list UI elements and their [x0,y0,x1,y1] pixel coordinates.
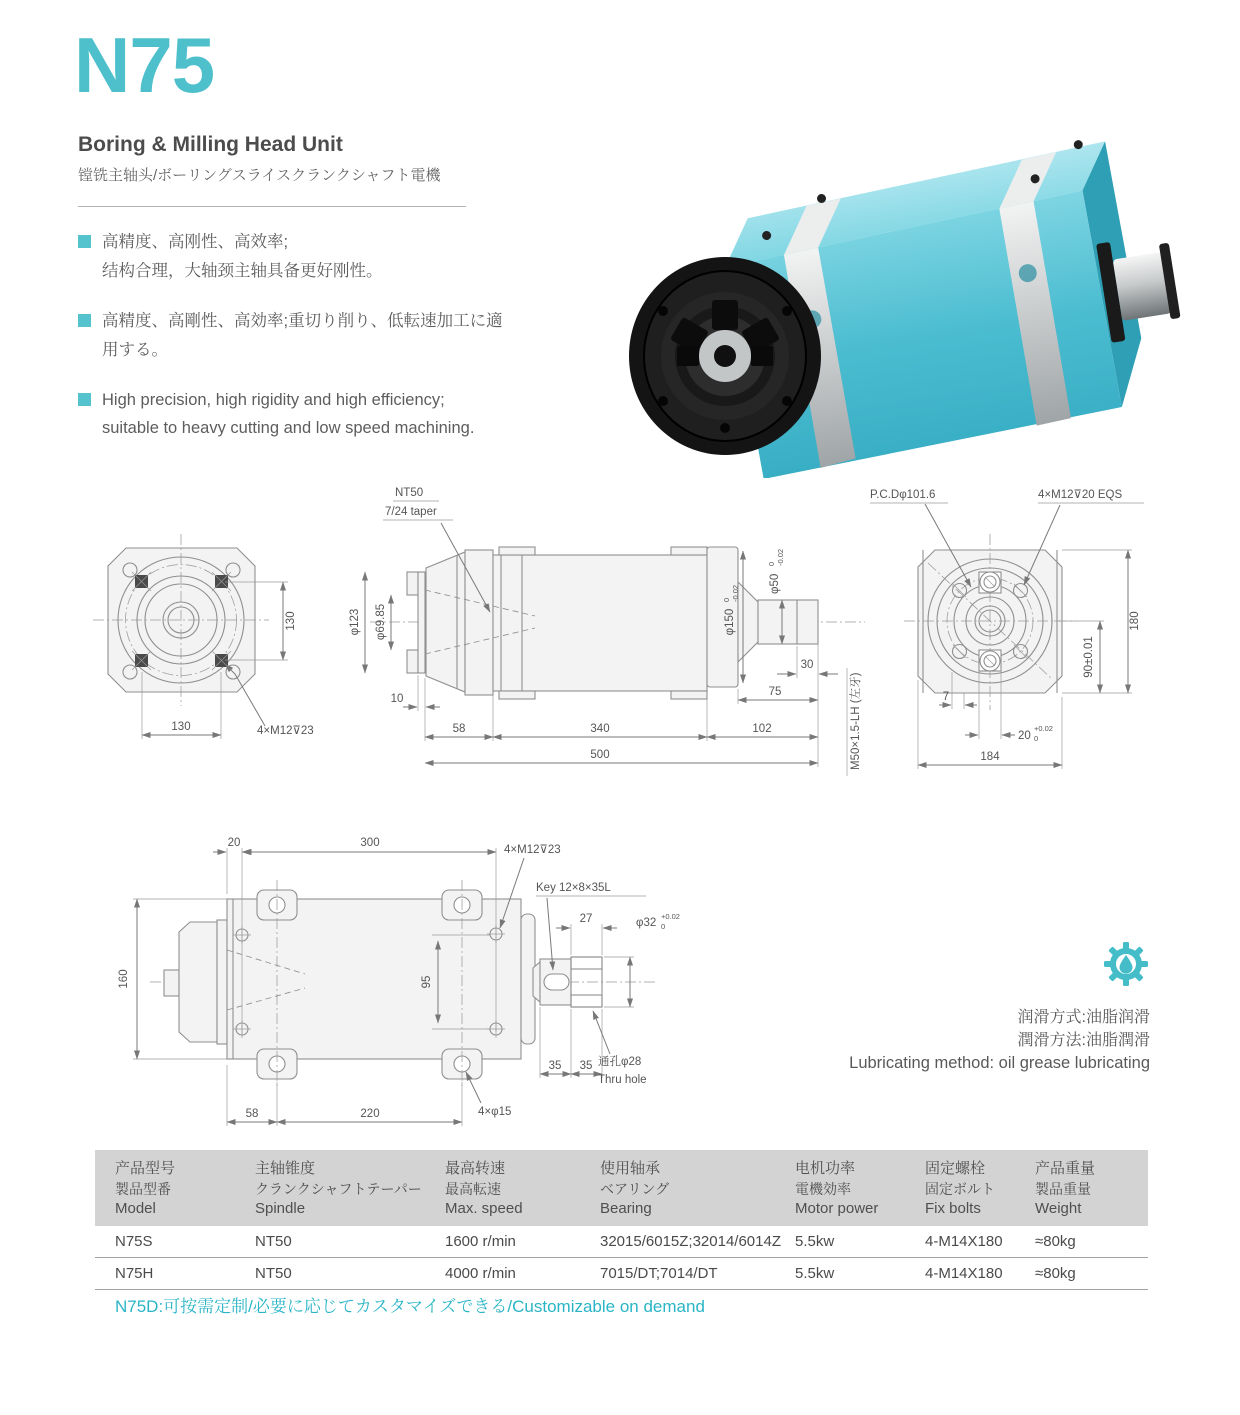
feature-line: 用する。 [102,340,168,359]
header-cn: 产品重量 [1035,1160,1096,1177]
header-en: Spindle [255,1200,306,1217]
cell-weight: ≈80kg [1035,1233,1076,1250]
header-cn: 固定螺栓 [925,1160,986,1177]
column-header [1015,1159,1148,1219]
feature-line: High precision, high rigidity and high efficiency; [102,390,445,409]
dim-label: 58 [245,1108,259,1120]
dim-label: 500 [590,749,610,761]
bullet-square-icon [78,235,91,248]
side-view-drawing [345,478,885,778]
column-header [425,1159,580,1219]
dim-label: 30 [800,659,814,671]
product-title-cjk: 镗铣主轴头/ボーリングスライスクランクシャフト電機 [78,167,441,184]
dim-label: φ50 [769,573,781,594]
header-en: Model [115,1200,156,1217]
header-jp: 製品型番 [115,1181,171,1197]
feature-line: 高精度、高剛性、高効率;重切り削り、低転速加工に適 [102,311,503,330]
dim-label: 300 [360,837,380,849]
product-photo [585,128,1185,478]
header-cn: 产品型号 [115,1160,176,1177]
spec-table-header [95,1150,1148,1226]
header-jp: ベアリング [600,1181,670,1197]
cell-bearing: 7015/DT;7014/DT [600,1265,718,1282]
feature-list [78,228,558,464]
dim-label: 184 [980,751,1000,763]
lubrication-gear-icon [1104,942,1148,986]
cell-model: N75S [115,1233,153,1250]
lubrication-line-jp: 潤滑方法:油脂潤滑 [1017,1032,1150,1050]
bullet-square-icon [78,314,91,327]
pcd-callout: P.C.Dφ101.6 [870,489,936,501]
dim-label-group [767,549,785,594]
column-header [95,1159,235,1219]
tolerance: -0.02 [731,584,740,602]
rear-view-drawing [860,472,1160,782]
dim-label: 180 [1129,611,1141,631]
lubrication-line-cn: 润滑方式:油脂润滑 [1017,1009,1150,1026]
bolt-callout: 4×M12⊽23 [504,844,561,856]
dim-label: φ150 [724,608,736,636]
header-jp: 製品重量 [1035,1181,1091,1197]
cell-bearing: 32015/6015Z;32014/6014Z [600,1233,781,1250]
column-header [580,1159,775,1219]
tolerance: 0 [767,561,776,566]
header-en: Motor power [795,1200,879,1217]
cell-motor-power: 5.5kw [795,1233,835,1250]
key-callout: Key 12×8×35L [536,882,611,894]
header-en: Bearing [600,1200,652,1217]
table-row [95,1226,1148,1258]
column-header [775,1159,905,1219]
dim-label: 102 [752,723,772,735]
feature-item [78,386,558,444]
dim-label: 10 [390,693,404,705]
chuck [629,257,821,455]
header-en: Max. speed [445,1200,523,1217]
bullet-square-icon [78,393,91,406]
dim-label: 130 [171,721,191,733]
cell-fix-bolts: 4-M14X180 [925,1233,1003,1250]
thru-hole-label: Thru hole [598,1074,647,1086]
dim-label: 58 [452,723,466,735]
cell-weight: ≈80kg [1035,1265,1076,1282]
dim-label: φ69.85 [375,603,387,641]
dim-label: φ32 [636,917,657,929]
table-row [95,1258,1148,1290]
header-cn: 使用轴承 [600,1160,661,1177]
taper-label: 7/24 taper [385,506,437,518]
column-header [905,1159,1015,1219]
dim-label: 130 [285,611,297,631]
feature-line: 高精度、高刚性、高效率; [102,233,289,251]
dim-label: 27 [579,913,593,925]
tolerance: 0 [661,922,666,931]
dim-label: 220 [360,1108,380,1120]
dim-label: 35 [579,1060,593,1072]
lubrication-note [849,1006,1150,1076]
header-jp: 電機効率 [795,1181,851,1197]
product-title-en: Boring & Milling Head Unit [78,133,343,156]
header-jp: クランクシャフトテーパー [255,1181,422,1197]
dim-label: 7 [942,691,950,703]
header-en: Weight [1035,1200,1082,1217]
dim-label: 20 [1018,730,1031,742]
bolt-callout: 4×M12⊽23 [257,725,314,737]
header-cn: 最高转速 [445,1160,506,1177]
dim-label: φ123 [349,608,361,636]
header-en: Fix bolts [925,1200,981,1217]
page-title: N75 [74,21,215,109]
spec-table [95,1150,1148,1290]
feature-line: 结构合理，大轴颈主轴具备更好刚性。 [102,261,383,280]
feature-line: suitable to heavy cutting and low speed machining. [102,419,475,438]
top-view-drawing [100,822,680,1137]
thread-label: M50×1.5-LH (左牙) [850,672,862,770]
cell-max-speed: 1600 r/min [445,1233,516,1250]
tolerance: -0.02 [776,548,785,566]
dim-label: 95 [421,975,433,989]
header-cn: 主轴锥度 [255,1160,316,1177]
front-view-drawing [85,522,335,747]
tolerance: 0 [1034,734,1039,743]
dim-label: 20 [227,837,241,849]
cell-max-speed: 4000 r/min [445,1265,516,1282]
feature-item [78,228,558,286]
lubrication-line-en: Lubricating method: oil grease lubricating [849,1054,1150,1073]
dim-label: 160 [118,969,130,989]
tolerance: +0.02 [661,912,680,921]
header-cn: 电机功率 [795,1160,856,1177]
header-jp: 固定ボルト [925,1181,995,1197]
cell-model: N75H [115,1265,154,1282]
divider [78,206,466,207]
tolerance: 0 [722,597,731,602]
tolerance: +0.02 [1034,724,1053,733]
dim-label: 35 [548,1060,562,1072]
dim-label: 90±0.01 [1083,636,1095,678]
cell-motor-power: 5.5kw [795,1265,835,1282]
cell-spindle: NT50 [255,1233,292,1250]
bolt-callout: 4×M12⊽20 EQS [1038,489,1123,501]
dim-label: 75 [768,686,782,698]
header-jp: 最高転速 [445,1181,501,1197]
feature-item [78,307,558,365]
cell-fix-bolts: 4-M14X180 [925,1265,1003,1282]
column-header [235,1159,425,1219]
dim-label: 340 [590,723,610,735]
thru-hole-label: 通孔φ28 [598,1056,642,1068]
customization-note: N75D:可按需定制/必要に応じてカスタマイズできる/Customizable on demand [115,1297,705,1316]
taper-label: NT50 [395,487,424,499]
hole-callout: 4×φ15 [478,1106,512,1118]
cell-spindle: NT50 [255,1265,292,1282]
